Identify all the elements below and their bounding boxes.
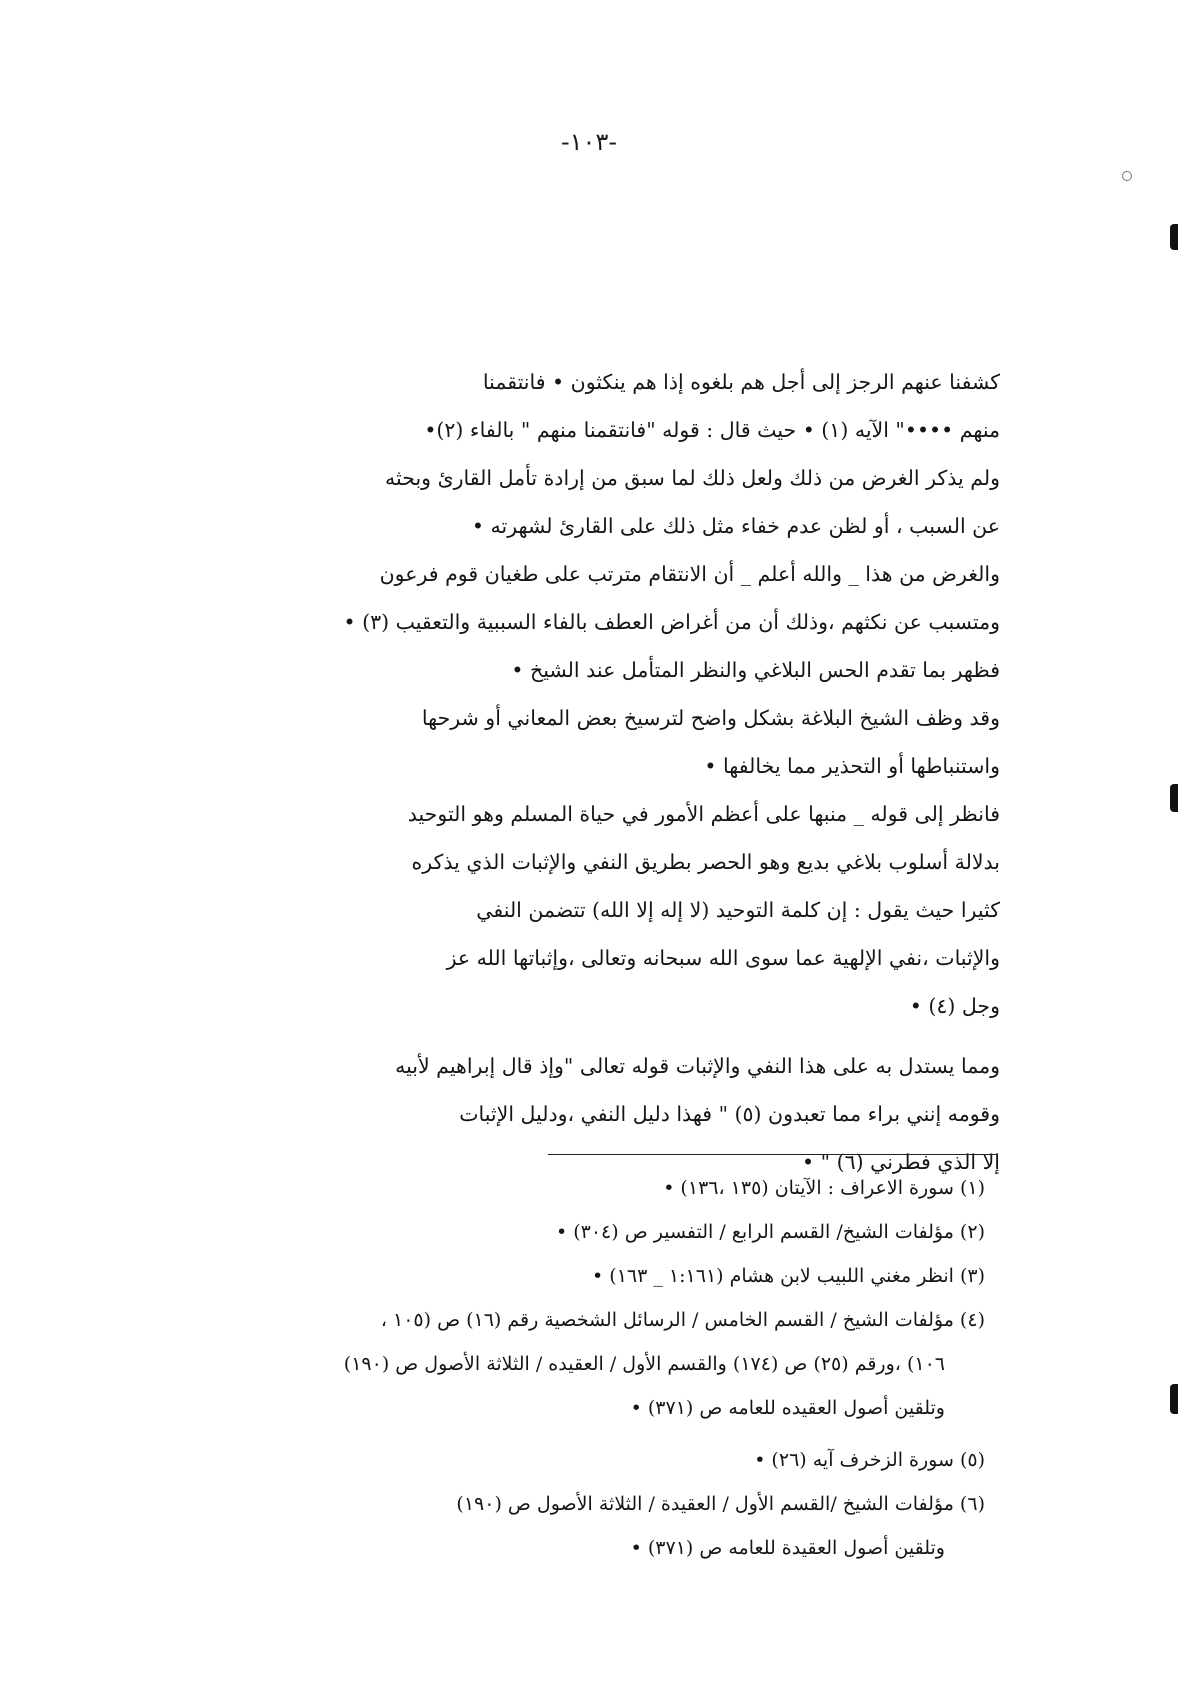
body-text [148, 358, 1000, 1186]
body-line: فانظر إلى قوله _ منبها على أعظم الأمور في حياة المسلم وهو التوحيد [407, 802, 1000, 826]
footnote-5: (٥) سورة الزخرف آيه (٢٦) • [754, 1449, 985, 1471]
body-line: وجل (٤) • [909, 994, 1000, 1018]
body-line: ومتسبب عن نكثهم ،وذلك أن من أغراض العطف بالفاء السببية والتعقيب (٣) • [343, 610, 1000, 634]
body-line: واستنباطها أو التحذير مما يخالفها • [704, 754, 1000, 778]
body-line: وقومه إنني براء مما تعبدون (٥) " فهذا دليل النفي ،ودليل الإثبات [459, 1102, 1000, 1126]
footnote-4: (٤) مؤلفات الشيخ / القسم الخامس / الرسائل الشخصية رقم (١٦) ص (١٠٥ ، [380, 1309, 985, 1331]
body-line: وقد وظف الشيخ البلاغة بشكل واضح لترسيخ بعض المعاني أو شرحها [421, 706, 1000, 730]
footnote-4-continued: وتلقين أصول العقيده للعامه ص (٣٧١) • [630, 1397, 945, 1419]
paragraph-gap [148, 1030, 1000, 1042]
body-line: ومما يستدل به على هذا النفي والإثبات قوله تعالى "وإذ قال إبراهيم لأبيه [395, 1054, 1000, 1078]
page-number: -١٠٣- [560, 128, 617, 156]
footnote-6-continued: وتلقين أصول العقيدة للعامه ص (٣٧١) • [630, 1537, 945, 1559]
body-line: والإثبات ،نفي الإلهية عما سوى الله سبحانه وتعالى ،وإثباتها الله عز [446, 946, 1000, 970]
footnote-gap [140, 1430, 985, 1438]
footnotes [140, 1166, 985, 1570]
body-line: بدلالة أسلوب بلاغي بديع وهو الحصر بطريق النفي والإثبات الذي يذكره [411, 850, 1000, 874]
body-line: ولم يذكر الغرض من ذلك ولعل ذلك لما سبق من إرادة تأمل القارئ وبحثه [385, 466, 1000, 490]
scan-edge-mark [1170, 784, 1178, 812]
body-line: والغرض من هذا _ والله أعلم _ أن الانتقام مترتب على طغيان قوم فرعون [379, 562, 1000, 586]
footnote-6: (٦) مؤلفات الشيخ /القسم الأول / العقيدة / الثلاثة الأصول ص (١٩٠) [456, 1493, 985, 1515]
scan-edge-mark [1170, 1384, 1178, 1414]
footnote-3: (٣) انظر مغني اللبيب لابن هشام (١:١٦١ _ ١٦٣) • [592, 1265, 985, 1287]
footnote-2: (٢) مؤلفات الشيخ/ القسم الرابع / التفسير ص (٣٠٤) • [555, 1221, 985, 1243]
scan-edge-mark [1170, 224, 1178, 250]
body-line: عن السبب ، أو لظن عدم خفاء مثل ذلك على القارئ لشهرته • [471, 514, 1000, 538]
body-line: كثيرا حيث يقول : إن كلمة التوحيد (لا إله إلا الله) تتضمن النفي [476, 898, 1000, 922]
body-line: كشفنا عنهم الرجز إلى أجل هم بلغوه إذا هم ينكثون • فانتقمنا [482, 370, 1000, 394]
footnote-4-continued: ١٠٦) ،ورقم (٢٥) ص (١٧٤) والقسم الأول / العقيده / الثلاثة الأصول ص (١٩٠) [343, 1353, 945, 1375]
footnote-divider [548, 1154, 996, 1155]
body-line: منهم ••••" الآيه (١) • حيث قال : قوله "فانتقمنا منهم " بالفاء (٢)• [424, 418, 1000, 442]
scan-speck [1122, 171, 1132, 181]
body-line: فظهر بما تقدم الحس البلاغي والنظر المتأمل عند الشيخ • [511, 658, 1000, 682]
body-line: إلا الذي فطرني (٦) " • [802, 1150, 1000, 1174]
footnote-1: (١) سورة الاعراف : الآيتان (١٣٥ ،١٣٦) • [663, 1177, 985, 1199]
